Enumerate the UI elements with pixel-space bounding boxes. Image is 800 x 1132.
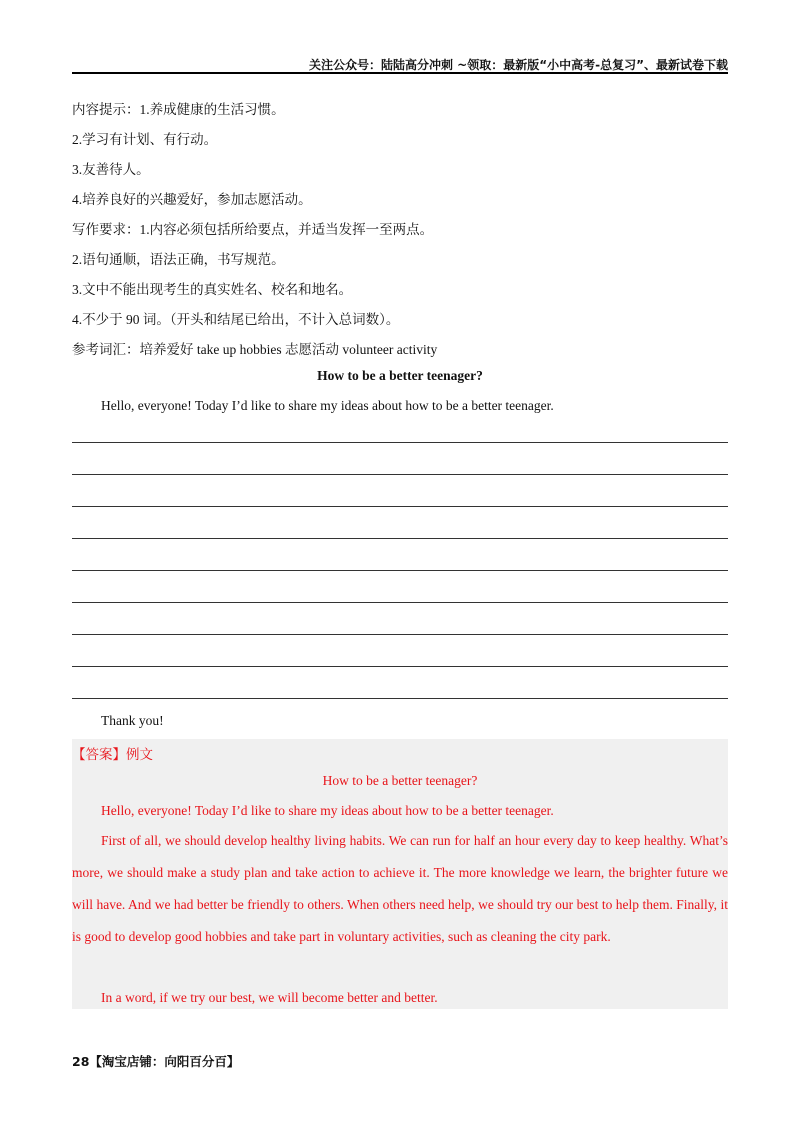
requirement-4: 4.不少于 90 词。（开头和结尾已给出，不计入总词数）。 xyxy=(72,312,400,327)
writing-line xyxy=(72,698,728,699)
writing-line xyxy=(72,570,728,571)
requirement-2: 2.语句通顺，语法正确，书写规范。 xyxy=(72,252,285,267)
shop-info: 【淘宝店铺：向阳百分百】 xyxy=(89,1054,240,1069)
writing-line xyxy=(72,474,728,475)
page-footer xyxy=(72,1052,239,1070)
hint-4: 4.培养良好的兴趣爱好，参加志愿活动。 xyxy=(72,192,312,207)
essay-title: How to be a better teenager? xyxy=(317,368,483,383)
writing-line xyxy=(72,634,728,635)
answer-title: How to be a better teenager? xyxy=(322,773,478,788)
writing-line xyxy=(72,602,728,603)
header-rule xyxy=(72,72,728,74)
writing-line xyxy=(72,538,728,539)
writing-line xyxy=(72,506,728,507)
answer-paragraph-2: First of all, we should develop healthy living habits. We can run for half an hour every day to keep healthy. What’s more, we should make a study plan and take action to achieve it. The more knowledge we learn, the brighter future we will have. And we had better be friendly to others. When others need help, we should try our best to help them. Finally, it is good to develop good hobbies and take part in voluntary activities, such as cleaning the city park. xyxy=(72,833,728,944)
vocabulary-hint: 参考词汇：培养爱好 take up hobbies 志愿活动 volunteer activity xyxy=(72,342,438,357)
essay-opening: Hello, everyone! Today I’d like to share my ideas about how to be a better teenager. xyxy=(101,398,554,413)
page-number: 28 xyxy=(72,1054,90,1069)
answer-paragraph-1: Hello, everyone! Today I’d like to share my ideas about how to be a better teenager. xyxy=(101,803,554,818)
hint-1: 内容提示：1.养成健康的生活习惯。 xyxy=(72,102,285,117)
page-header: 关注公众号：陆陆高分冲刺 ~领取：最新版“小中高考-总复习”、最新试卷下载 xyxy=(309,58,728,72)
writing-line xyxy=(72,666,728,667)
answer-label: 【答案】例文 xyxy=(72,747,153,762)
essay-closing: Thank you! xyxy=(101,713,164,728)
answer-paragraph-3: In a word, if we try our best, we will become better and better. xyxy=(101,990,438,1005)
requirement-3: 3.文中不能出现考生的真实姓名、校名和地名。 xyxy=(72,282,353,297)
writing-line xyxy=(72,442,728,443)
hint-2: 2.学习有计划、有行动。 xyxy=(72,132,218,147)
requirement-1: 写作要求：1.内容必须包括所给要点，并适当发挥一至两点。 xyxy=(72,222,434,237)
hint-3: 3.友善待人。 xyxy=(72,162,150,177)
